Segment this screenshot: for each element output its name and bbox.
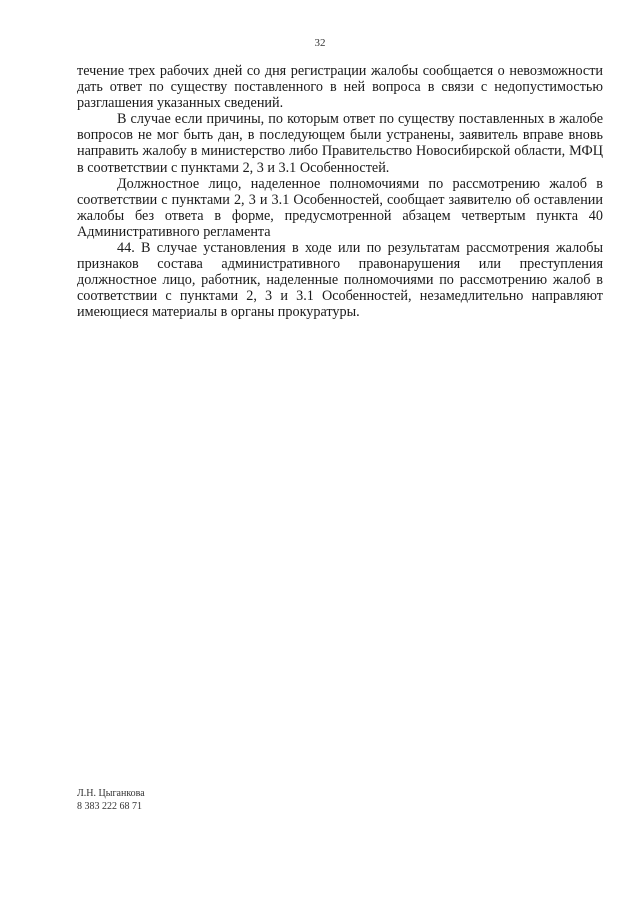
paragraph-official-notice: Должностное лицо, наделенное полномочиями по рассмотрению жалоб в соответствии с пунктами 2, 3 и 3.1 Особенностей, сообщает заявителю об оставлении жалобы без ответа в форме, предусмотренной абзацем четвертым пункта 40 Административного регламента (77, 175, 603, 240)
page-number: 32 (314, 37, 326, 49)
document-body (77, 63, 603, 321)
paragraph-continuation: течение трех рабочих дней со дня регистрации жалобы сообщается о невозможности дать ответ по существу поставленного в ней вопроса в связи с недопустимостью разглашения указанных сведений. (77, 63, 603, 112)
executor-info (77, 787, 145, 813)
executor-name: Л.Н. Цыганкова (77, 788, 145, 799)
executor-phone: 8 383 222 68 71 (77, 801, 142, 812)
paragraph-item-44: 44. В случае установления в ходе или по результатам рассмотрения жалобы признаков состава административного правонарушения или преступления должностное лицо, работник, наделенные полномочиями по рассмотрению жалоб в соответствии с пунктами 2, 3 и 3.1 Особенностей, незамедлительно направляют имеющиеся материалы в органы прокуратуры. (77, 240, 603, 321)
paragraph-resubmission: В случае если причины, по которым ответ по существу поставленных в жалобе вопросов не мог быть дан, в последующем были устранены, заявитель вправе вновь направить жалобу в министерство либо Правительство Новосибирской области, МФЦ в соответствии с пунктами 2, 3 и 3.1 Особенностей. (77, 111, 603, 176)
